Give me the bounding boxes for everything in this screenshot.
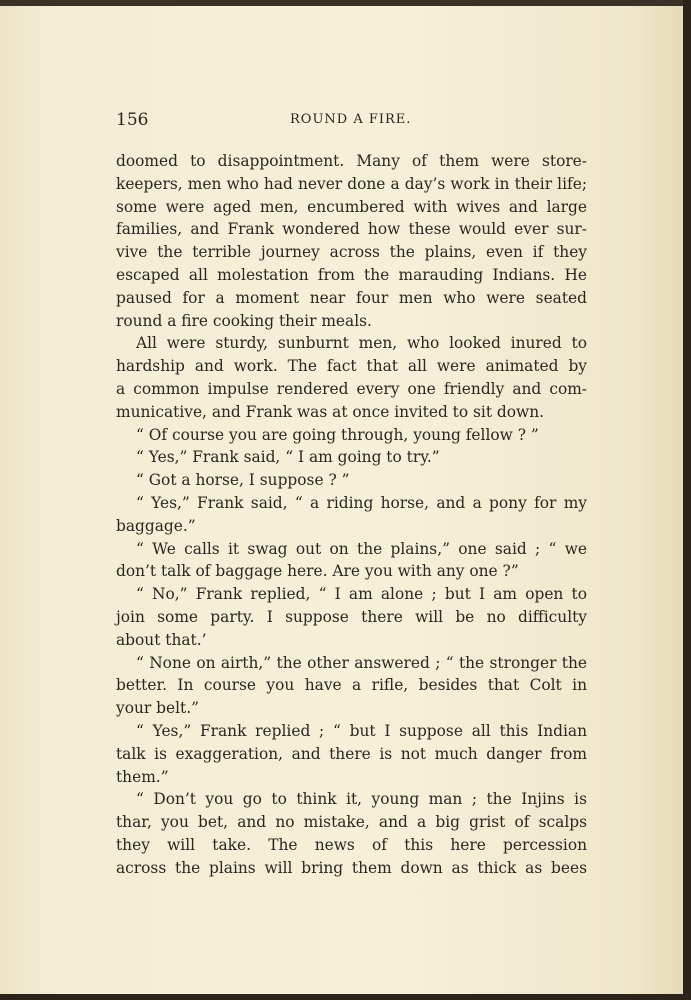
text-line: don’t talk of baggage here. Are you with any one ?” xyxy=(116,562,519,581)
text-line: join some party. I suppose there will be no difficulty xyxy=(116,607,587,626)
text-line: “ Don’t you go to think it, young man ; the Injins is xyxy=(136,790,587,809)
page-header xyxy=(116,110,587,134)
text-line: some were aged men, encumbered with wives and large xyxy=(116,197,587,216)
text-line: baggage.” xyxy=(116,516,196,535)
text-line: “ We calls it swag out on the plains,” one said ; “ we xyxy=(136,539,587,558)
page-right-edge xyxy=(683,0,691,1000)
text-line: about that.’ xyxy=(116,630,207,649)
text-line: “ No,” Frank replied, “ I am alone ; but I am open to xyxy=(136,585,587,604)
text-line: them.” xyxy=(116,767,169,786)
text-line: paused for a moment near four men who were seated xyxy=(116,288,587,307)
text-line: across the plains will bring them down as thick as bees xyxy=(116,858,587,877)
text-line: escaped all molestation from the marauding Indians. He xyxy=(116,265,587,284)
text-line: All were sturdy, sunburnt men, who looked inured to xyxy=(136,334,587,353)
text-line: they will take. The news of this here percession xyxy=(116,835,587,854)
text-line: hardship and work. The fact that all were animated by xyxy=(116,357,587,376)
text-line: “ Yes,” Frank said, “ a riding horse, and a pony for my xyxy=(136,493,587,512)
text-line: families, and Frank wondered how these would ever sur- xyxy=(116,220,587,239)
text-line: “ Yes,” Frank said, “ I am going to try.” xyxy=(136,448,440,467)
text-line: vive the terrible journey across the plains, even if they xyxy=(116,243,587,262)
text-line: thar, you bet, and no mistake, and a big grist of scalps xyxy=(116,813,587,832)
text-line: municative, and Frank was at once invited to sit down. xyxy=(116,402,545,421)
text-line: doomed to disappointment. Many of them were store- xyxy=(116,152,587,170)
page-bottom-edge xyxy=(0,994,691,1000)
text-line: “ Of course you are going through, young fellow ? ” xyxy=(136,425,539,444)
text-line: a common impulse rendered every one friendly and com- xyxy=(116,379,587,398)
text-line: talk is exaggeration, and there is not much danger from xyxy=(116,744,587,763)
text-line: your belt.” xyxy=(116,699,199,718)
body-text xyxy=(116,150,587,880)
text-line: “ Got a horse, I suppose ? ” xyxy=(136,471,350,490)
text-line: round a fire cooking their meals. xyxy=(116,311,372,330)
running-head: ROUND A FIRE. xyxy=(290,112,412,127)
page-number: 156 xyxy=(116,110,149,130)
text-line: keepers, men who had never done a day’s work in their life; xyxy=(116,174,587,193)
text-line: “ None on airth,” the other answered ; “ the stronger the xyxy=(136,653,587,672)
text-line: better. In course you have a rifle, besides that Colt in xyxy=(116,676,587,695)
text-line: “ Yes,” Frank replied ; “ but I suppose all this Indian xyxy=(136,721,587,740)
